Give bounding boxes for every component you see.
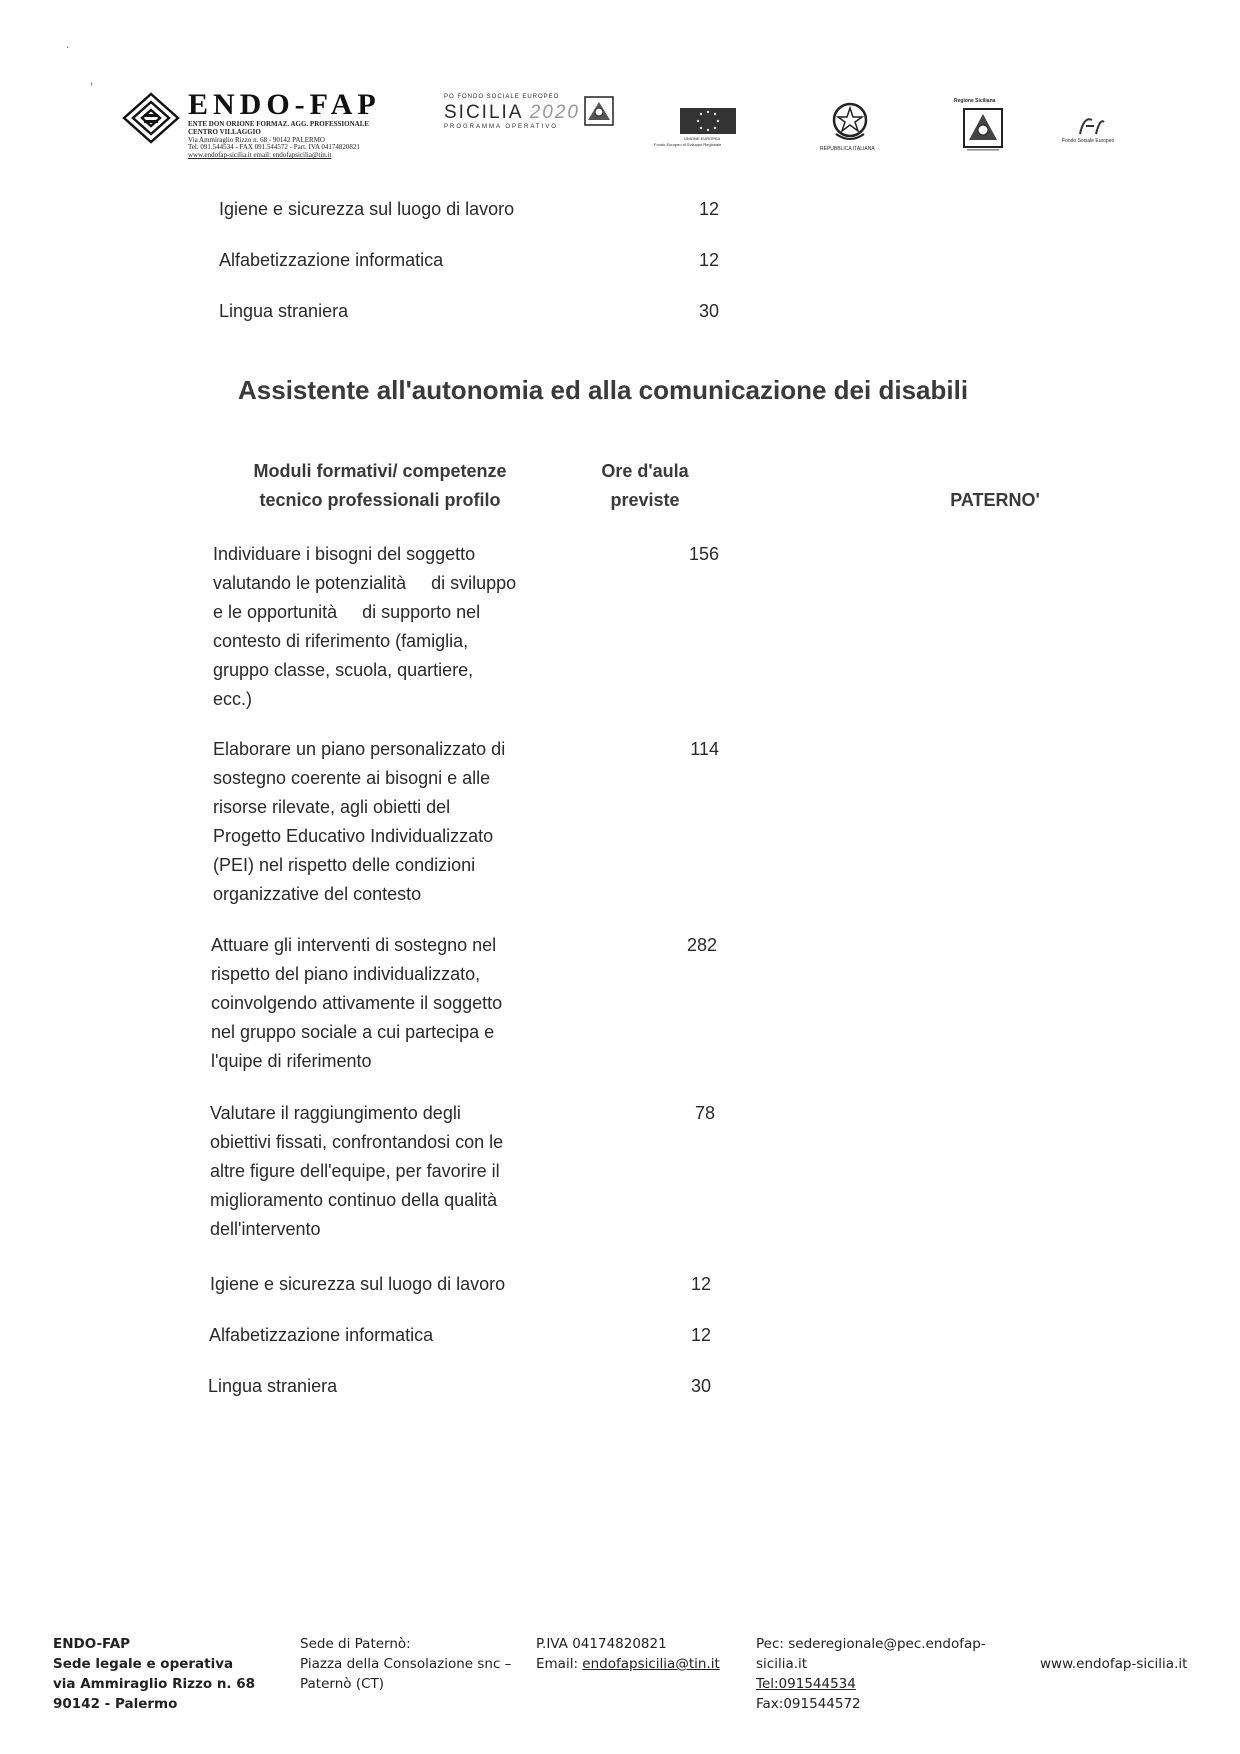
sicilia-top-text: PO FONDO SOCIALE EUROPEO <box>444 94 560 100</box>
header-location: PATERNO' <box>950 490 1040 510</box>
footer-col-contacts <box>756 1634 1006 1714</box>
eu-flag-icon <box>680 108 736 134</box>
module-line: miglioramento continuo della qualità <box>210 1190 498 1210</box>
bottom-row-name: Alfabetizzazione informatica <box>209 1325 434 1345</box>
fse-logo <box>1062 114 1132 154</box>
module-line: gruppo classe, scuola, quartiere, <box>213 660 474 680</box>
top-row-hours: 12 <box>698 250 719 270</box>
endo-fap-line5: www.endofap-sicilia.it email: endofapsicilia@tin.it <box>188 151 332 159</box>
module-hours: 114 <box>690 739 719 759</box>
module-line: l'quipe di riferimento <box>211 1051 372 1071</box>
module-row <box>211 931 556 1076</box>
module-line: ecc.) <box>213 689 253 709</box>
footer-legal-l3: 90142 - Palermo <box>53 1696 178 1712</box>
header-hours-line2: previste <box>610 490 680 510</box>
module-line: valutando le potenzialità di sviluppo <box>213 573 517 593</box>
footer-col-legal <box>53 1634 283 1714</box>
footer-website[interactable]: www.endofap-sicilia.it <box>1040 1656 1188 1672</box>
footer-legal-l2: via Ammiraglio Rizzo n. 68 <box>53 1676 256 1692</box>
eu-caption: UNIONE EUROPEA <box>684 136 721 141</box>
sicilia-program: PROGRAMMA OPERATIVO <box>444 124 558 130</box>
bottom-row-hours: 30 <box>690 1376 711 1396</box>
endo-fap-line4: Tel. 091.544534 - FAX 091.544572 - Part. IVA 04174820821 <box>188 143 360 151</box>
module-line: Progetto Educativo Individualizzato <box>213 826 494 846</box>
footer-paterno-l2: Piazza della Consolazione snc – <box>300 1656 512 1672</box>
eu-flag-logo <box>654 108 774 154</box>
module-line: nel gruppo sociale a cui partecipa e <box>211 1022 495 1042</box>
footer-org-name: ENDO-FAP <box>53 1636 131 1652</box>
module-row <box>213 540 558 714</box>
header-modules-line1: Moduli formativi/ competenze <box>253 461 507 481</box>
footer-col-paterno <box>300 1634 530 1694</box>
section-title: Assistente all'autonomia ed alla comunicazione dei disabili <box>238 375 969 405</box>
module-line: organizzative del contesto <box>213 884 422 904</box>
header-modules-line2: tecnico professionali profilo <box>259 490 501 510</box>
fse-caption: Fondo Sociale Europeo <box>1062 138 1115 144</box>
module-hours: 282 <box>686 935 717 955</box>
footer-pec-l2: sicilia.it <box>756 1656 808 1672</box>
repubblica-italiana-logo <box>820 100 890 156</box>
footer-paterno-l1: Sede di Paternò: <box>300 1636 411 1652</box>
module-line: rispetto del piano individualizzato, <box>211 964 481 984</box>
header-hours <box>580 457 710 515</box>
header-hours-line1: Ore d'aula <box>601 461 689 481</box>
module-line: obiettivi fissati, confrontandosi con le <box>210 1132 504 1152</box>
module-line: coinvolgendo attivamente il soggetto <box>211 993 503 1013</box>
module-line: Elaborare un piano personalizzato di <box>213 739 506 759</box>
footer-email-label: Email: <box>536 1656 583 1672</box>
endo-fap-brand: ENDO-FAP <box>188 88 381 121</box>
footer-fax: Fax:091544572 <box>756 1696 861 1712</box>
module-line: Attuare gli interventi di sostegno nel <box>211 935 497 955</box>
header-modules <box>218 457 542 515</box>
bottom-row-name: Igiene e sicurezza sul luogo di lavoro <box>210 1274 506 1294</box>
footer-piva: P.IVA 04174820821 <box>536 1636 667 1652</box>
fse-mark-icon <box>1076 114 1106 136</box>
footer-col-web <box>1040 1654 1220 1674</box>
regione-caption: Regione Siciliana <box>954 98 996 104</box>
top-row-hours: 30 <box>698 301 719 321</box>
top-row-name: Igiene e sicurezza sul luogo di lavoro <box>219 199 515 219</box>
module-line: contesto di riferimento (famiglia, <box>213 631 469 651</box>
module-line: altre figure dell'equipe, per favorire il <box>210 1161 500 1181</box>
regione-shield-icon <box>963 108 1003 152</box>
scan-mark: ʼ <box>90 80 94 96</box>
trinacria-icon <box>584 96 614 126</box>
module-line: Individuare i bisogni del soggetto <box>213 544 476 564</box>
top-row-hours: 12 <box>698 199 719 219</box>
footer-email-link[interactable]: endofapsicilia@tin.it <box>582 1656 720 1672</box>
italian-emblem-icon <box>830 100 870 142</box>
bottom-row-name: Lingua straniera <box>208 1376 338 1396</box>
top-row-name: Alfabetizzazione informatica <box>219 250 444 270</box>
module-line: sostegno coerente ai bisogni e alle <box>213 768 491 788</box>
footer-legal-l1: Sede legale e operativa <box>53 1656 234 1672</box>
module-row <box>213 735 558 909</box>
endo-fap-line1: ENTE DON ORIONE FORMAZ. AGG. PROFESSIONALE <box>188 120 370 128</box>
eu-sub-caption: Fondo Europeo di Sviluppo Regionale <box>654 142 722 147</box>
repubblica-caption: REPUBBLICA ITALIANA <box>820 146 875 152</box>
sicilia-word: SICILIA <box>444 102 523 123</box>
module-line: risorse rilevate, agli obietti del <box>213 797 451 817</box>
bottom-row-hours: 12 <box>690 1325 711 1345</box>
endo-fap-logo <box>122 88 422 168</box>
footer-tel-link[interactable]: Tel:091544534 <box>756 1676 856 1692</box>
sicilia-year: 2020 <box>529 102 580 123</box>
module-line: e le opportunità di supporto nel <box>213 602 481 622</box>
module-hours: 156 <box>688 544 719 564</box>
scan-mark: ˙ <box>66 44 71 60</box>
endo-fap-line2: CENTRO VILLAGGIO <box>188 128 261 136</box>
footer-col-piva <box>536 1634 756 1674</box>
module-row <box>210 1099 555 1244</box>
sicilia-2020-logo <box>444 94 619 140</box>
module-hours: 78 <box>694 1103 715 1123</box>
footer-pec-l1: Pec: sederegionale@pec.endofap- <box>756 1636 986 1652</box>
module-line: Valutare il raggiungimento degli <box>210 1103 461 1123</box>
sicilia-name <box>444 102 580 124</box>
footer-paterno-l3: Paternò (CT) <box>300 1676 385 1692</box>
endo-fap-line3: Via Ammiraglio Rizzo n. 68 - 90142 PALERMO <box>188 136 325 144</box>
regione-siciliana-logo <box>948 96 1018 160</box>
bottom-row-hours: 12 <box>690 1274 711 1294</box>
module-line: (PEI) nel rispetto delle condizioni <box>213 855 476 875</box>
module-line: dell'intervento <box>210 1219 321 1239</box>
endo-fap-emblem-icon <box>122 92 180 144</box>
top-row-name: Lingua straniera <box>219 301 349 321</box>
